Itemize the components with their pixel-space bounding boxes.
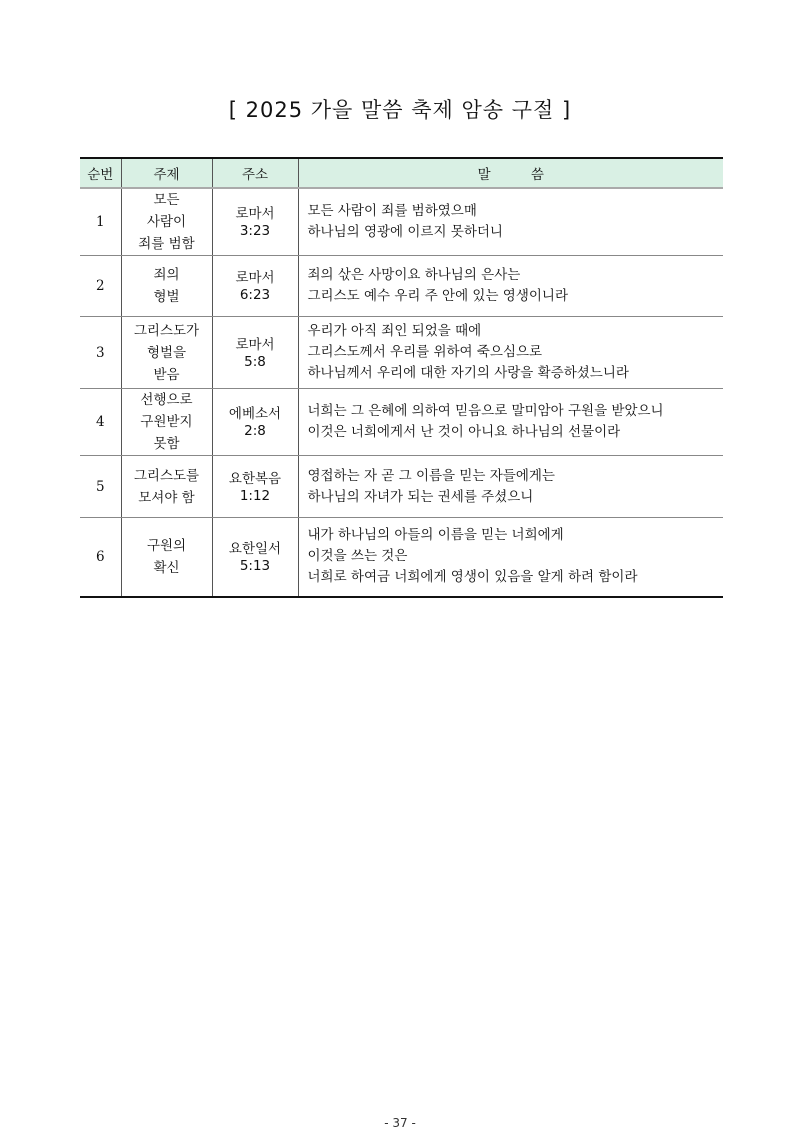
row-number: 3 bbox=[80, 317, 121, 389]
row-number: 2 bbox=[80, 256, 121, 317]
ref-chapter: 3:23 bbox=[239, 223, 271, 239]
verse-line: 영접하는 자 곧 그 이름을 믿는 자들에게는 bbox=[307, 467, 555, 484]
topic-line: 형벌 bbox=[153, 289, 180, 305]
verse-line: 우리가 아직 죄인 되었을 때에 bbox=[307, 323, 482, 339]
topic-line: 받음 bbox=[153, 366, 180, 383]
table-row bbox=[80, 389, 723, 456]
table-row bbox=[80, 188, 723, 256]
row-topic bbox=[121, 518, 212, 597]
topic-line: 그리스도를 bbox=[133, 467, 200, 484]
ref-chapter: 5:13 bbox=[239, 557, 271, 574]
topic-line: 죄의 bbox=[153, 267, 180, 283]
verse-line: 너희로 하여금 너희에게 영생이 있음을 알게 하려 함이라 bbox=[307, 569, 638, 586]
row-number: 1 bbox=[80, 188, 121, 256]
ref-chapter: 2:8 bbox=[244, 423, 266, 439]
row-reference bbox=[212, 389, 298, 456]
verse-line: 하나님께서 우리에 대한 자기의 사랑을 확증하셨느니라 bbox=[307, 365, 629, 381]
row-topic bbox=[121, 389, 212, 456]
row-verse bbox=[298, 317, 723, 389]
topic-line: 그리스도가 bbox=[133, 322, 200, 339]
verse-line: 그리스도께서 우리를 위하여 죽으심으로 bbox=[307, 344, 543, 360]
header-num: 순번 bbox=[80, 158, 121, 188]
page-number: - 37 - bbox=[384, 1116, 416, 1130]
row-reference bbox=[212, 188, 298, 256]
row-topic bbox=[121, 317, 212, 389]
header-verse: 말 씀 bbox=[298, 158, 723, 188]
header-topic: 주제 bbox=[121, 158, 212, 188]
ref-book: 에베소서 bbox=[228, 406, 282, 422]
verse-line: 죄의 삯은 사망이요 하나님의 은사는 bbox=[307, 267, 521, 283]
row-verse bbox=[298, 389, 723, 456]
row-topic bbox=[121, 188, 212, 256]
table-row bbox=[80, 518, 723, 597]
topic-line: 모든 bbox=[153, 192, 180, 208]
ref-chapter: 5:8 bbox=[244, 353, 266, 370]
table-row bbox=[80, 456, 723, 518]
topic-line: 못함 bbox=[153, 436, 180, 452]
verse-line: 하나님의 자녀가 되는 권세를 주셨으니 bbox=[307, 488, 534, 505]
topic-line: 구원받지 bbox=[140, 414, 193, 430]
table-row bbox=[80, 317, 723, 389]
topic-line: 구원의 bbox=[146, 537, 187, 554]
ref-chapter: 1:12 bbox=[239, 487, 271, 504]
topic-line: 죄를 범함 bbox=[138, 236, 195, 252]
topic-line: 선행으로 bbox=[140, 392, 193, 408]
verse-line: 내가 하나님의 아들의 이름을 믿는 너희에게 bbox=[307, 527, 564, 544]
verse-line: 너희는 그 은혜에 의하여 믿음으로 말미암아 구원을 받았으니 bbox=[307, 403, 664, 419]
row-topic bbox=[121, 256, 212, 317]
row-reference bbox=[212, 518, 298, 597]
row-number: 5 bbox=[80, 456, 121, 518]
row-verse bbox=[298, 518, 723, 597]
topic-line: 확신 bbox=[153, 559, 180, 576]
verse-line: 하나님의 영광에 이르지 못하더니 bbox=[307, 224, 503, 240]
row-number: 4 bbox=[80, 389, 121, 456]
verse-line: 이것은 너희에게서 난 것이 아니요 하나님의 선물이라 bbox=[307, 424, 621, 440]
row-number: 6 bbox=[80, 518, 121, 597]
verse-line: 그리스도 예수 우리 주 안에 있는 영생이니라 bbox=[307, 288, 568, 304]
row-reference bbox=[212, 456, 298, 518]
row-reference bbox=[212, 317, 298, 389]
table-header-row bbox=[80, 158, 723, 188]
table-row bbox=[80, 256, 723, 317]
topic-line: 형벌을 bbox=[146, 344, 187, 361]
row-verse bbox=[298, 456, 723, 518]
ref-book: 로마서 bbox=[235, 336, 275, 353]
topic-line: 모셔야 함 bbox=[138, 489, 195, 506]
ref-book: 요한일서 bbox=[228, 540, 282, 557]
ref-chapter: 6:23 bbox=[239, 287, 271, 303]
ref-book: 로마서 bbox=[235, 206, 275, 222]
row-reference bbox=[212, 256, 298, 317]
document-title: [ 2025 가을 말씀 축제 암송 구절 ] bbox=[228, 98, 572, 122]
ref-book: 요한복음 bbox=[228, 470, 282, 487]
row-topic bbox=[121, 456, 212, 518]
verse-line: 이것을 쓰는 것은 bbox=[307, 548, 408, 565]
header-reference: 주소 bbox=[212, 158, 298, 188]
memory-verse-table bbox=[80, 157, 723, 598]
row-verse bbox=[298, 188, 723, 256]
topic-line: 사람이 bbox=[146, 214, 187, 230]
verse-line: 모든 사람이 죄를 범하였으매 bbox=[307, 203, 477, 219]
ref-book: 로마서 bbox=[235, 270, 275, 286]
row-verse bbox=[298, 256, 723, 317]
